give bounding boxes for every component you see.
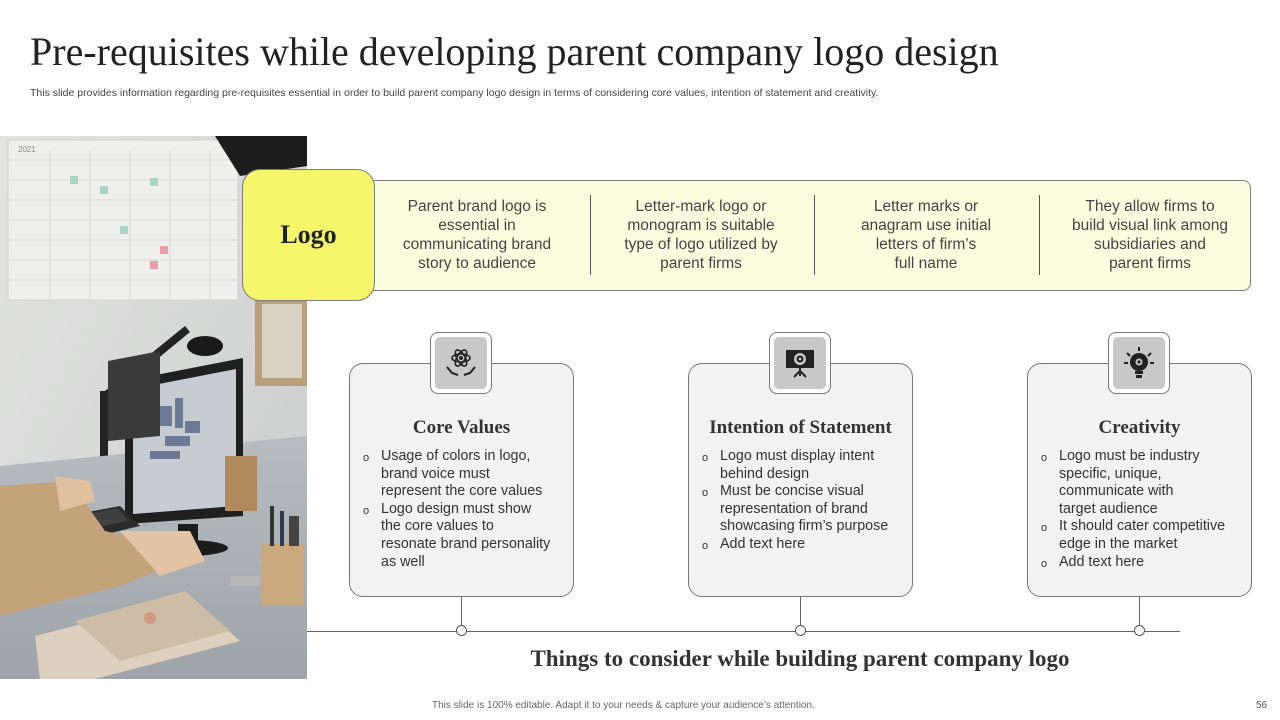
slide-title: Pre-requisites while developing parent company logo design bbox=[30, 29, 999, 74]
banner-text-line: type of logo utilized by bbox=[624, 236, 778, 253]
list-line: o Add text here bbox=[1059, 553, 1145, 570]
banner-text-line: letters of firm’s bbox=[875, 236, 977, 253]
list-line: behind design bbox=[720, 465, 810, 482]
list-line: represent the core values bbox=[381, 483, 543, 500]
banner-text-line: subsidiaries and bbox=[1093, 236, 1206, 253]
card-list-core-values bbox=[362, 448, 567, 571]
list-line: o Logo design must show bbox=[381, 500, 532, 517]
list-item bbox=[1040, 554, 1245, 572]
card-list-intention bbox=[701, 448, 906, 554]
icon-frame-core-values bbox=[430, 332, 492, 394]
list-line: edge in the market bbox=[1059, 535, 1178, 552]
banner-text-line: communicating brand bbox=[402, 236, 552, 253]
icon-frame-intention bbox=[769, 332, 831, 394]
card-title-intention: Intention of Statement bbox=[709, 417, 892, 438]
timeline-dot bbox=[456, 625, 467, 636]
list-line: representation of brand bbox=[720, 500, 868, 517]
logo-label-box bbox=[242, 169, 375, 301]
editable-note: This slide is 100% editable. Adapt it to your needs & capture your audience’s attention. bbox=[432, 700, 815, 711]
banner-column-1 bbox=[377, 197, 577, 277]
banner-text-line: monogram is suitable bbox=[627, 217, 775, 234]
banner-text-line: full name bbox=[894, 255, 958, 272]
list-line: showcasing firm’s purpose bbox=[720, 518, 889, 535]
banner-text-line: Letter marks or bbox=[873, 198, 979, 215]
calendar-year-text: 2021 bbox=[18, 145, 36, 154]
list-item bbox=[362, 501, 567, 571]
list-line: resonate brand personality bbox=[381, 535, 551, 552]
banner-divider bbox=[1039, 195, 1040, 275]
banner-text-line: anagram use initial bbox=[860, 217, 992, 234]
list-item bbox=[701, 448, 906, 483]
card-title-core-values: Core Values bbox=[412, 417, 511, 438]
banner-divider bbox=[590, 195, 591, 275]
icon-frame-creativity bbox=[1108, 332, 1170, 394]
timeline-line bbox=[307, 631, 1180, 632]
list-line: the core values to bbox=[381, 518, 494, 535]
list-item bbox=[1040, 518, 1245, 553]
atom-hands-icon bbox=[435, 337, 487, 389]
list-item bbox=[701, 536, 906, 554]
banner-text-line: parent firms bbox=[1109, 255, 1191, 272]
list-item bbox=[1040, 448, 1245, 518]
timeline-dot bbox=[795, 625, 806, 636]
list-line: o Logo must be industry bbox=[1059, 448, 1200, 464]
list-line: o It should cater competitive bbox=[1059, 518, 1226, 535]
list-line: target audience bbox=[1059, 500, 1158, 517]
list-line: communicate with bbox=[1059, 483, 1174, 500]
banner-text-line: parent firms bbox=[660, 255, 742, 272]
slide-subtitle: This slide provides information regarding pre-requisites essential in order to build parent company logo design in terms of considering core values, intention of statement and creativity. bbox=[30, 87, 879, 99]
banner-text-line: They allow firms to bbox=[1085, 198, 1215, 215]
list-line: o Usage of colors in logo, bbox=[381, 448, 531, 464]
banner-divider bbox=[814, 195, 815, 275]
card-list-creativity bbox=[1040, 448, 1245, 571]
banner-text-line: story to audience bbox=[417, 255, 537, 272]
list-line: o Logo must display intent bbox=[720, 448, 875, 464]
timeline-dot bbox=[1134, 625, 1145, 636]
banner-text-line: Parent brand logo is bbox=[407, 198, 547, 215]
list-line: o Add text here bbox=[720, 535, 806, 552]
list-item bbox=[701, 483, 906, 536]
list-item bbox=[362, 448, 567, 501]
page-number: 56 bbox=[1256, 700, 1268, 711]
presentation-target-icon bbox=[774, 337, 826, 389]
list-line: specific, unique, bbox=[1059, 465, 1162, 482]
banner-column-4 bbox=[1050, 197, 1250, 277]
list-line: brand voice must bbox=[381, 465, 490, 482]
section-footer-title: Things to consider while building parent company logo bbox=[530, 646, 1070, 671]
banner-text-line: essential in bbox=[438, 217, 516, 234]
banner-text-line: Letter-mark logo or bbox=[635, 198, 767, 215]
banner-text-line: build visual link among bbox=[1072, 217, 1228, 234]
banner-column-3 bbox=[826, 197, 1026, 277]
list-line: o Must be concise visual bbox=[720, 483, 864, 500]
card-title-creativity: Creativity bbox=[1098, 417, 1181, 438]
list-line: as well bbox=[381, 553, 425, 570]
logo-label: Logo bbox=[280, 220, 337, 249]
banner-column-2 bbox=[601, 197, 801, 277]
lightbulb-gear-icon bbox=[1113, 337, 1165, 389]
